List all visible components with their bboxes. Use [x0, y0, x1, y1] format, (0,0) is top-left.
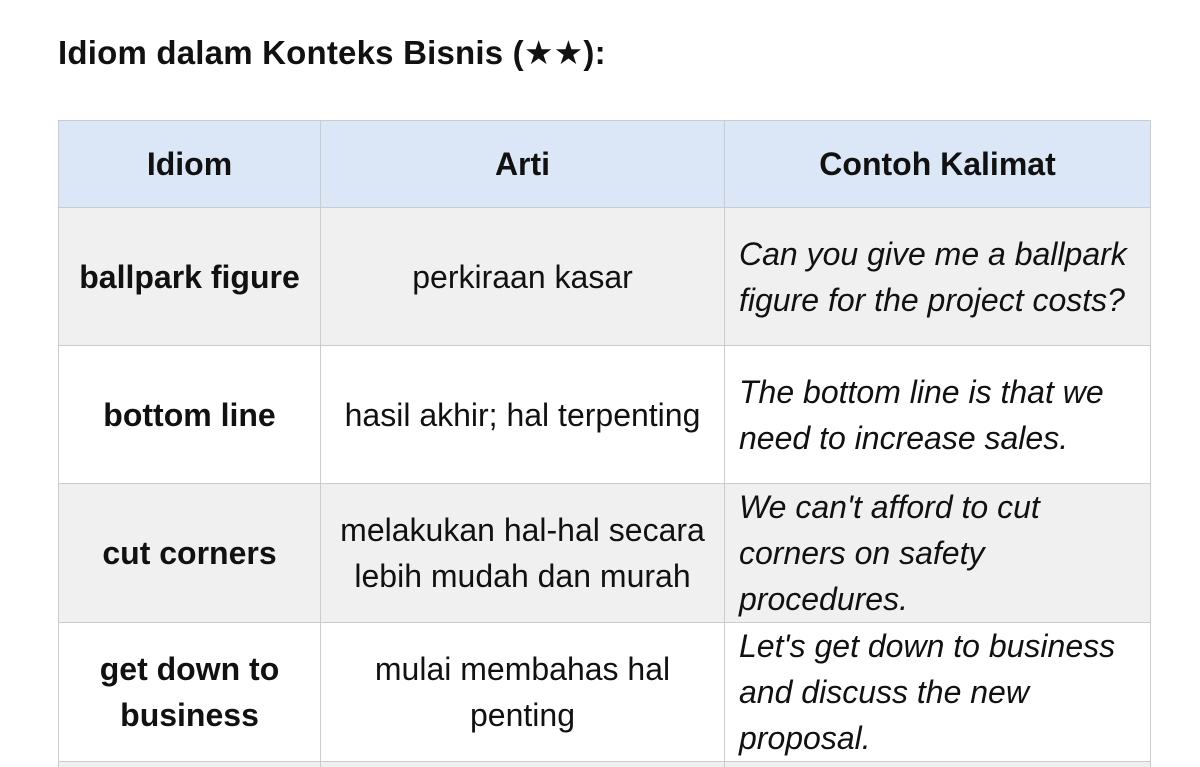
column-header-contoh-kalimat: Contoh Kalimat — [725, 121, 1151, 208]
table-header-row — [59, 121, 1151, 208]
idiom-cell: ballpark figure — [59, 208, 321, 346]
arti-cell: melakukan hal-hal secara lebih mudah dan murah — [321, 484, 725, 623]
contoh-kalimat-cell: The bottom line is that we need to increase sales. — [725, 346, 1151, 484]
empty-cell — [59, 762, 321, 767]
arti-cell: hasil akhir; hal terpenting — [321, 346, 725, 484]
arti-cell: perkiraan kasar — [321, 208, 725, 346]
table-row — [59, 623, 1151, 762]
table-row — [59, 346, 1151, 484]
idiom-cell: bottom line — [59, 346, 321, 484]
idiom-table — [58, 120, 1151, 767]
page-title: Idiom dalam Konteks Bisnis (★★): — [58, 34, 606, 71]
contoh-kalimat-cell: We can't afford to cut corners on safety procedures. — [725, 484, 1151, 623]
contoh-kalimat-cell: Can you give me a ballpark figure for the project costs? — [725, 208, 1151, 346]
idiom-cell: get down to business — [59, 623, 321, 762]
table-row-partial — [59, 762, 1151, 767]
column-header-idiom: Idiom — [59, 121, 321, 208]
column-header-arti: Arti — [321, 121, 725, 208]
empty-cell — [725, 762, 1151, 767]
idiom-cell: cut corners — [59, 484, 321, 623]
contoh-kalimat-cell: Let's get down to business and discuss the new proposal. — [725, 623, 1151, 762]
empty-cell — [321, 762, 725, 767]
table-row — [59, 208, 1151, 346]
arti-cell: mulai membahas hal penting — [321, 623, 725, 762]
table-row — [59, 484, 1151, 623]
